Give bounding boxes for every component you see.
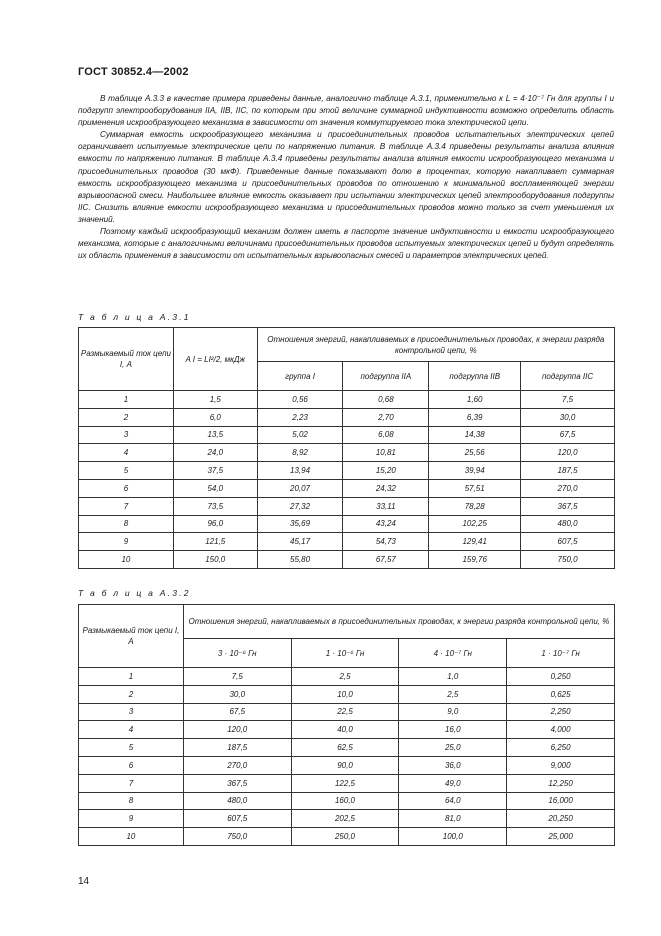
page-number: 14 (78, 876, 90, 887)
table-cell: 122,5 (291, 774, 399, 792)
table-cell: 102,25 (429, 515, 521, 533)
table-cell: 6,250 (507, 739, 615, 757)
table1-subcol: подгруппа IIC (521, 362, 615, 391)
table-cell: 7 (79, 497, 174, 515)
table2-subcol: 3 · 10⁻⁶ Гн (183, 639, 291, 668)
table-cell: 16,0 (399, 721, 507, 739)
table-cell: 607,5 (521, 533, 615, 551)
table1-col-energy: A I = LI²/2, мкДж (173, 328, 257, 391)
table-row (79, 408, 615, 426)
table-cell: 121,5 (173, 533, 257, 551)
table-cell: 14,38 (429, 426, 521, 444)
table-cell: 15,20 (343, 462, 429, 480)
table-cell: 10 (79, 828, 184, 846)
table-cell: 1,5 (173, 391, 257, 409)
table-cell: 480,0 (521, 515, 615, 533)
paragraph: Суммарная емкость искрообразующего механизма и присоединительных проводов испытательных электрических цепей ограничивает испытуемые электрические цепи по напряжению питания. В таблице А.3.4 приведены результаты анализа влияния емкости по напряжению питания. В таблице А.3.4 приведены результаты анализа влияния емкости искрообразующего механизма и присоединительных проводов (30 мкФ). Приведенные данные показывают долю в процентах, которую накапливает суммарная емкость искрообразующего механизма и присоединительных проводов по отношению к минимальной воспламеняющей энергии взрывоопасной смеси. Наибольшее влияние емкость оказывает при испытании электрических цепей электрооборудования подгруппы IIC. Снизить влияние емкости искрообразующего механизма и присоединительных проводов можно только за счет уменьшения их значений. (78, 130, 614, 224)
table-cell: 6,0 (173, 408, 257, 426)
table-cell: 9 (79, 533, 174, 551)
table2-body (79, 668, 615, 846)
table-cell: 367,5 (521, 497, 615, 515)
table-cell: 67,5 (521, 426, 615, 444)
table1-col-current: Размыкаемый ток цепи I, А (79, 328, 174, 391)
table-cell: 45,17 (257, 533, 343, 551)
table-cell: 187,5 (521, 462, 615, 480)
table-cell: 9 (79, 810, 184, 828)
table2-subcol: 1 · 10⁻⁶ Гн (291, 639, 399, 668)
table-cell: 27,32 (257, 497, 343, 515)
table-row (79, 756, 615, 774)
table-row (79, 533, 615, 551)
table-cell: 54,0 (173, 479, 257, 497)
table-cell: 480,0 (183, 792, 291, 810)
table-cell: 1,0 (399, 668, 507, 686)
table-cell: 5 (79, 739, 184, 757)
paragraph: Поэтому каждый искрообразующий механизм должен иметь в паспорте значение индуктивности и емкости искрообразующего механизма, которые с аналогичными величинами присоединительных проводов испытуемых электрических цепей и будут определять их область применения в зависимости от испытательных взрывоопасных смесей и параметров электрических цепей. (78, 227, 614, 261)
table-cell: 3 (79, 426, 174, 444)
table-cell: 10 (79, 551, 174, 569)
table-cell: 270,0 (183, 756, 291, 774)
table-row (79, 551, 615, 569)
table-cell: 5,02 (257, 426, 343, 444)
table-cell: 0,625 (507, 685, 615, 703)
table-cell: 160,0 (291, 792, 399, 810)
table-cell: 67,5 (183, 703, 291, 721)
table-cell: 49,0 (399, 774, 507, 792)
table-row (79, 703, 615, 721)
table-cell: 2,250 (507, 703, 615, 721)
table-row (79, 391, 615, 409)
table-a32 (78, 604, 615, 846)
table-cell: 0,56 (257, 391, 343, 409)
table-cell: 13,5 (173, 426, 257, 444)
table-cell: 159,76 (429, 551, 521, 569)
table-cell: 250,0 (291, 828, 399, 846)
table-cell: 36,0 (399, 756, 507, 774)
table1-subcol: подгруппа IIA (343, 362, 429, 391)
table-cell: 25,000 (507, 828, 615, 846)
table-cell: 129,41 (429, 533, 521, 551)
table-cell: 6,08 (343, 426, 429, 444)
table-cell: 8,92 (257, 444, 343, 462)
table-cell: 10,81 (343, 444, 429, 462)
table-cell: 750,0 (521, 551, 615, 569)
table2-caption: Т а б л и ц а А.3.2 (78, 588, 191, 598)
table-cell: 22,5 (291, 703, 399, 721)
table-row (79, 426, 615, 444)
table-cell: 0,250 (507, 668, 615, 686)
table-cell: 25,56 (429, 444, 521, 462)
table-cell: 6 (79, 756, 184, 774)
table-cell: 6,39 (429, 408, 521, 426)
table-cell: 55,80 (257, 551, 343, 569)
table-cell: 7 (79, 774, 184, 792)
table1-subcol: подгруппа IIB (429, 362, 521, 391)
table-cell: 2,70 (343, 408, 429, 426)
body-text (78, 93, 614, 262)
table-cell: 5 (79, 462, 174, 480)
table-cell: 30,0 (521, 408, 615, 426)
table-cell: 39,94 (429, 462, 521, 480)
table-cell: 2,23 (257, 408, 343, 426)
table-row (79, 685, 615, 703)
table-cell: 62,5 (291, 739, 399, 757)
table-cell: 4 (79, 721, 184, 739)
table-cell: 750,0 (183, 828, 291, 846)
table-cell: 1 (79, 668, 184, 686)
table-cell: 202,5 (291, 810, 399, 828)
table-cell: 1 (79, 391, 174, 409)
table-cell: 607,5 (183, 810, 291, 828)
table-cell: 24,32 (343, 479, 429, 497)
table-cell: 90,0 (291, 756, 399, 774)
table-row (79, 739, 615, 757)
table-row (79, 810, 615, 828)
table-cell: 7,5 (183, 668, 291, 686)
table-cell: 187,5 (183, 739, 291, 757)
table-row (79, 515, 615, 533)
table-row (79, 668, 615, 686)
table-row (79, 828, 615, 846)
table-cell: 81,0 (399, 810, 507, 828)
table-cell: 20,07 (257, 479, 343, 497)
table-cell: 16,000 (507, 792, 615, 810)
table1-col-group-header: Отношения энергий, накапливаемых в присоединительных проводах, к энергии разряда контрольной цепи, % (257, 328, 614, 362)
table-cell: 9,0 (399, 703, 507, 721)
table-row (79, 497, 615, 515)
table-cell: 30,0 (183, 685, 291, 703)
table1-subcol: группа I (257, 362, 343, 391)
table-cell: 13,94 (257, 462, 343, 480)
table-cell: 3 (79, 703, 184, 721)
table-cell: 78,28 (429, 497, 521, 515)
table-cell: 73,5 (173, 497, 257, 515)
table-cell: 37,5 (173, 462, 257, 480)
table-cell: 7,5 (521, 391, 615, 409)
table-cell: 8 (79, 515, 174, 533)
table-cell: 57,51 (429, 479, 521, 497)
table-cell: 120,0 (521, 444, 615, 462)
table1-body (79, 391, 615, 569)
table-cell: 2,5 (399, 685, 507, 703)
table-cell: 2,5 (291, 668, 399, 686)
table-cell: 270,0 (521, 479, 615, 497)
table-cell: 67,57 (343, 551, 429, 569)
table-cell: 64,0 (399, 792, 507, 810)
table-cell: 120,0 (183, 721, 291, 739)
table-cell: 100,0 (399, 828, 507, 846)
table-cell: 0,68 (343, 391, 429, 409)
table-cell: 150,0 (173, 551, 257, 569)
document-header: ГОСТ 30852.4—2002 (78, 66, 189, 78)
table-cell: 40,0 (291, 721, 399, 739)
table-cell: 35,69 (257, 515, 343, 533)
table-cell: 33,11 (343, 497, 429, 515)
table-row (79, 444, 615, 462)
table-a31 (78, 327, 615, 569)
table-row (79, 792, 615, 810)
table2-col-group-header: Отношения энергий, накапливаемых в присоединительных проводах, к энергии разряда контрольной цепи, % (183, 605, 614, 639)
table-cell: 4,000 (507, 721, 615, 739)
table2-subcol: 4 · 10⁻⁷ Гн (399, 639, 507, 668)
table-row (79, 479, 615, 497)
table-cell: 24,0 (173, 444, 257, 462)
paragraph: В таблице А.3.3 в качестве примера приведены данные, аналогично таблице А.3.1, применительно к L = 4·10⁻⁷ Гн для группы I и подгрупп электрооборудования IIA, IIB, IIC, по которым при этой величине суммарной индуктивности возможно определить область применения искрообразующего механизма в зависимости от значения коммутируемого тока электрической цепи. (78, 94, 614, 128)
table-row (79, 721, 615, 739)
table-cell: 12,250 (507, 774, 615, 792)
table-cell: 2 (79, 685, 184, 703)
table-row (79, 774, 615, 792)
table1-caption: Т а б л и ц а А.3.1 (78, 312, 191, 322)
table-cell: 1,60 (429, 391, 521, 409)
table-cell: 96,0 (173, 515, 257, 533)
table-cell: 6 (79, 479, 174, 497)
table-cell: 367,5 (183, 774, 291, 792)
table-cell: 54,73 (343, 533, 429, 551)
table-cell: 2 (79, 408, 174, 426)
table-cell: 4 (79, 444, 174, 462)
table-cell: 10,0 (291, 685, 399, 703)
table2-col-current: Размыкаемый ток цепи I, А (79, 605, 184, 668)
table-cell: 20,250 (507, 810, 615, 828)
table-cell: 25,0 (399, 739, 507, 757)
table2-subcol: 1 · 10⁻⁷ Гн (507, 639, 615, 668)
table-cell: 9,000 (507, 756, 615, 774)
table-cell: 43,24 (343, 515, 429, 533)
table-cell: 8 (79, 792, 184, 810)
table-row (79, 462, 615, 480)
